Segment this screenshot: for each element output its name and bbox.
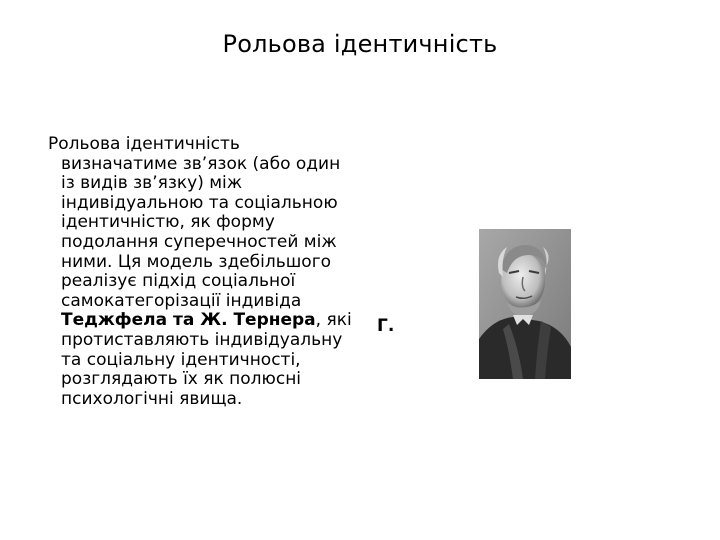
paragraph-line: розглядають їх як полюсні (61, 369, 302, 390)
paragraph-line: ідентичністю, як форму (61, 212, 275, 233)
paragraph-line: протиставляють індивідуальну (61, 329, 343, 350)
paragraph-line: подолання суперечностей між (61, 231, 337, 252)
paragraph-line: психологічні явища. (61, 388, 243, 409)
portrait-image-icon (479, 229, 571, 379)
paragraph-line: визначатиме зв’язок (або один (61, 153, 341, 174)
paragraph-line: Рольова ідентичність (48, 134, 240, 154)
authors-suffix-text: , які (315, 310, 352, 331)
authors-bold-text: Теджфела та Ж. Тернера (61, 310, 316, 331)
paragraph-line (48, 311, 352, 331)
floating-initial: Г. (377, 316, 395, 336)
slide-title: Рольова ідентичність (222, 30, 498, 58)
paragraph-line: реалізує підхід соціальної (61, 271, 296, 292)
body-paragraph (48, 135, 352, 409)
paragraph-line: індивідуальною та соціальною (61, 192, 338, 213)
paragraph-line: самокатегорізації індивіда (61, 290, 302, 311)
portrait-photo (479, 229, 571, 379)
paragraph-line: із видів зв’язку) між (61, 173, 243, 194)
paragraph-line: ними. Ця модель здебільшого (61, 251, 332, 272)
paragraph-line: та соціальну ідентичності, (61, 349, 301, 370)
